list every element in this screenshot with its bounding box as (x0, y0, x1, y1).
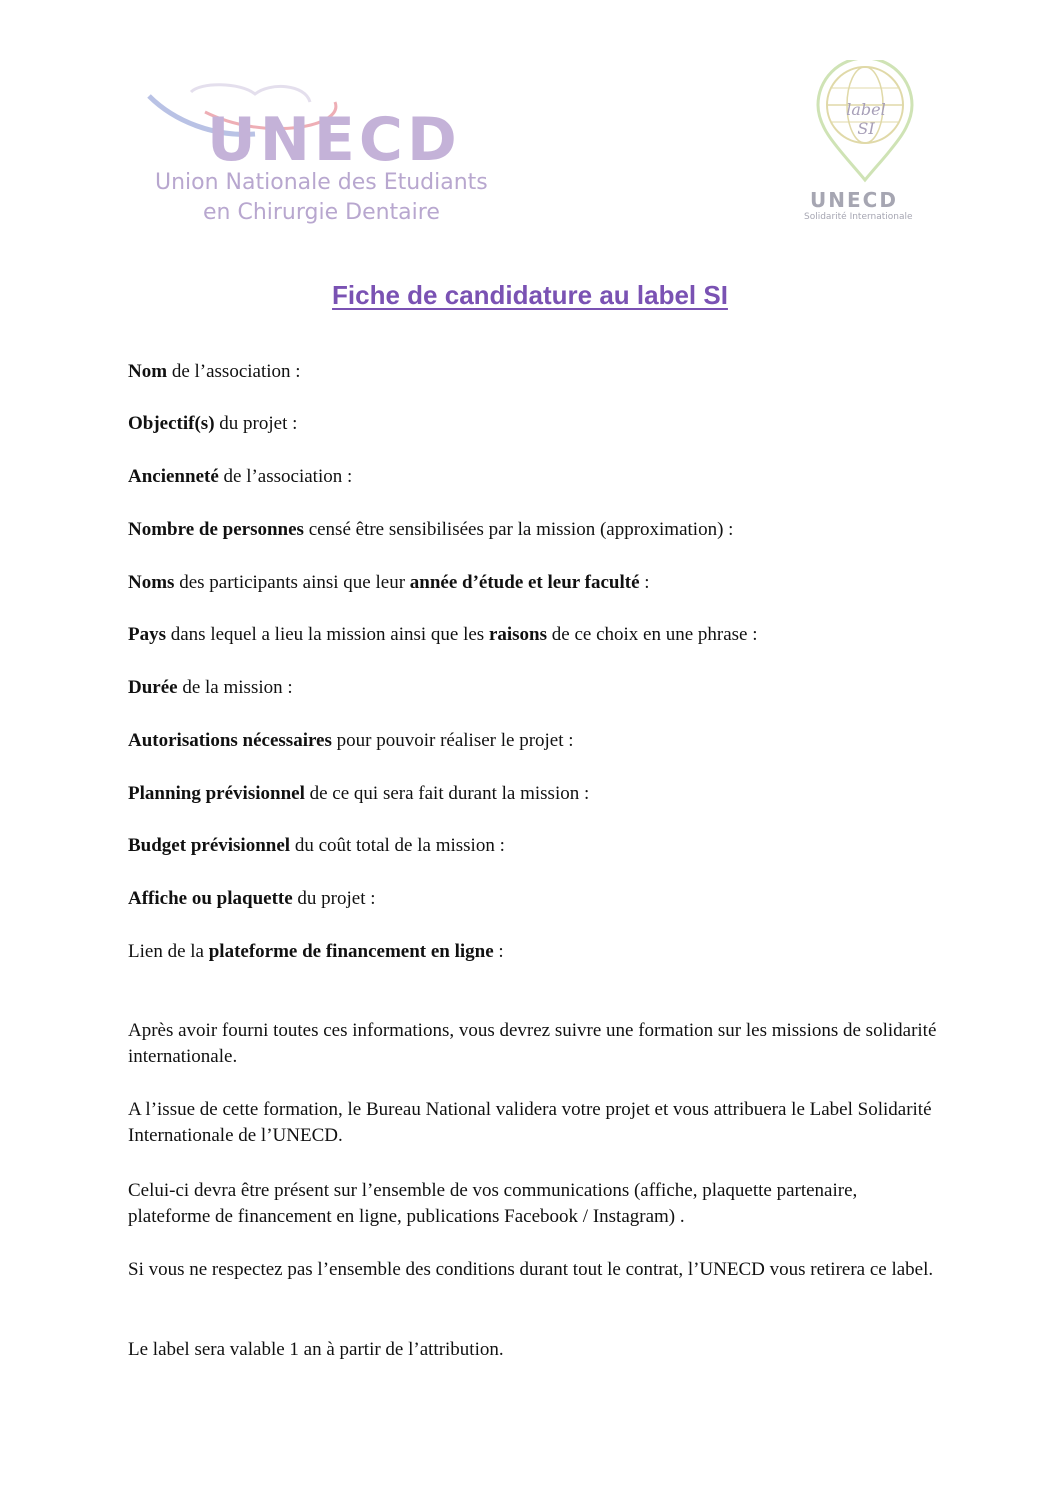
field-text: de ce qui sera fait durant la mission : (304, 783, 590, 804)
form-field-line (128, 836, 505, 855)
form-field-line (128, 573, 650, 592)
field-text: de l’association : (167, 361, 301, 382)
page-title: Fiche de candidature au label SI (332, 280, 728, 310)
label-si-text: label SI (846, 100, 886, 138)
field-text: : (639, 572, 650, 593)
field-bold-label: Noms (128, 572, 175, 593)
field-bold-label: Ancienneté (128, 466, 219, 487)
info-paragraph: A l’issue de cette formation, le Bureau National validera votre projet et vous attribuera le Label Solidarité Internationale de l’UNECD. (128, 1099, 932, 1146)
info-paragraph: Celui-ci devra être présent sur l’ensemble de vos communications (affiche, plaquette partenaire, plateforme de financement en ligne, publications Facebook / Instagram) . (128, 1180, 858, 1227)
form-field-line (128, 362, 301, 381)
field-bold-label: Planning prévisionnel (128, 783, 305, 804)
field-text: de la mission : (177, 677, 293, 698)
field-bold-label: Nombre de personnes (128, 519, 304, 540)
field-text: dans lequel a lieu la mission ainsi que les (166, 624, 489, 645)
form-field-line (128, 467, 352, 486)
form-field-line (128, 942, 504, 961)
form-field-line (128, 678, 293, 697)
field-prefix: Lien de la (128, 941, 209, 962)
field-bold-label: Nom (128, 361, 168, 382)
field-bold-label: Durée (128, 677, 178, 698)
field-bold-label: Objectif(s) (128, 413, 215, 434)
form-field-line (128, 889, 376, 908)
form-field-line (128, 520, 733, 539)
field-text: de ce choix en une phrase : (547, 624, 758, 645)
field-text: pour pouvoir réaliser le projet : (331, 730, 574, 751)
field-text: du coût total de la mission : (290, 835, 505, 856)
form-field-line (128, 625, 758, 644)
field-text: de l’association : (218, 466, 353, 487)
field-bold-label: plateforme de financement en ligne (208, 941, 494, 962)
info-paragraph: Le label sera valable 1 an à partir de l’attribution. (128, 1339, 504, 1360)
field-text: censé être sensibilisées par la mission (approximation) : (303, 519, 734, 540)
right-logo-brand: UNECD (810, 188, 898, 212)
info-paragraph: Après avoir fourni toutes ces informations, vous devrez suivre une formation sur les missions de solidarité internationale. (128, 1020, 937, 1067)
form-field-line (128, 784, 589, 803)
field-text: des participants ainsi que leur (174, 572, 410, 593)
field-bold-label: Autorisations nécessaires (128, 730, 332, 751)
unecd-brand-text: UNECD (207, 105, 461, 175)
field-bold-label: Budget prévisionnel (128, 835, 291, 856)
unecd-logo (145, 82, 490, 232)
field-bold-label: Pays (128, 624, 166, 645)
unecd-subtitle-line2: en Chirurgie Dentaire (203, 200, 440, 225)
form-field-line (128, 731, 574, 750)
field-text: : (493, 941, 504, 962)
field-bold-label: année d’étude et leur faculté (409, 572, 640, 593)
info-paragraph: Si vous ne respectez pas l’ensemble des conditions durant tout le contrat, l’UNECD vous retirera ce label. (128, 1259, 934, 1280)
unecd-subtitle-line1: Union Nationale des Etudiants (155, 170, 488, 195)
field-text: du projet : (214, 413, 298, 434)
field-bold-label: raisons (488, 624, 548, 645)
form-field-line (128, 414, 297, 433)
field-bold-label: Affiche ou plaquette (128, 888, 293, 909)
field-text: du projet : (292, 888, 376, 909)
label-si-logo (800, 60, 930, 230)
right-logo-subtitle: Solidarité Internationale (804, 212, 913, 222)
